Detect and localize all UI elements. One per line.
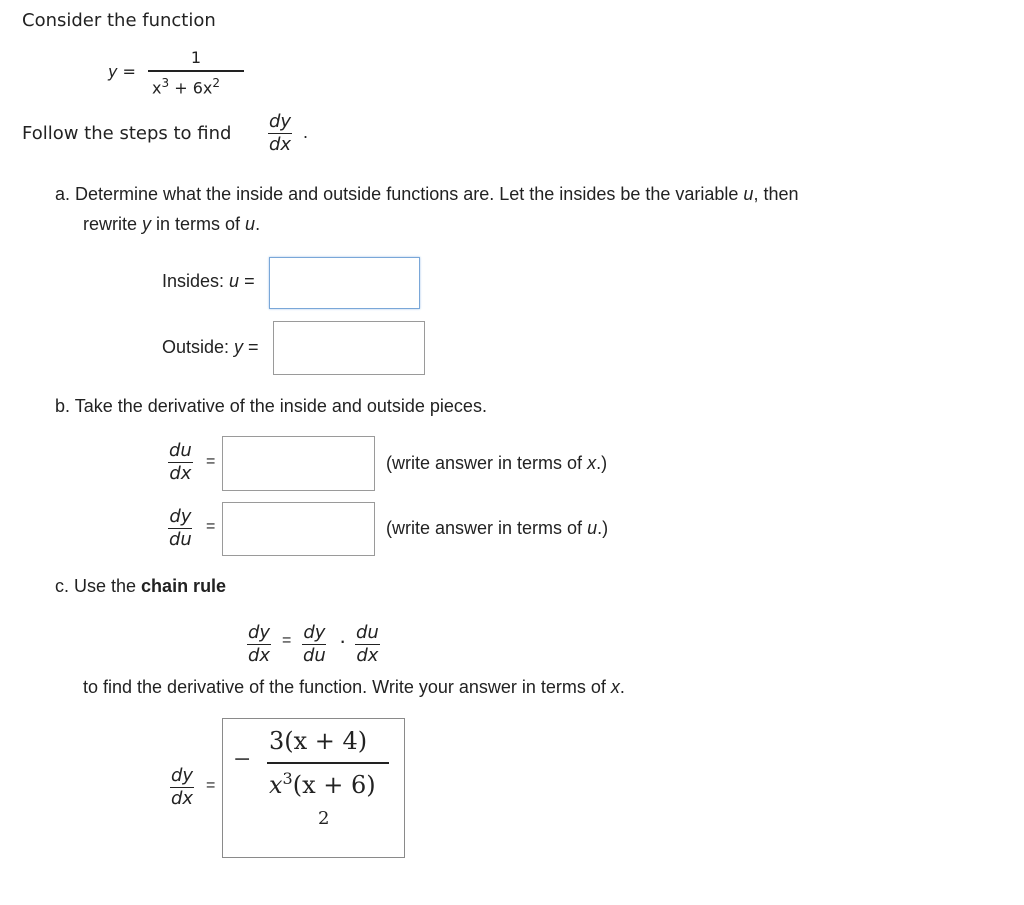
insides-u: u (229, 271, 240, 291)
intro-heading: Consider the function (22, 10, 216, 31)
function-denominator (152, 76, 220, 97)
chain-rule-formula (245, 622, 395, 672)
outside-y: y (234, 337, 244, 357)
follow-steps-text: Follow the steps to find (22, 123, 232, 144)
dydu-eq: = (206, 518, 216, 535)
chain-rule-bold: chain rule (141, 576, 227, 596)
part-a-label (55, 184, 798, 205)
dudx-hint-x: x (587, 453, 597, 473)
dudx-eq: = (206, 453, 216, 470)
line2-prefix: rewrite (83, 214, 143, 234)
instruction-text: to find the derivative of the function. Write your answer in terms of (83, 677, 611, 697)
follow-period: . (303, 122, 309, 142)
chain-lhs (247, 624, 271, 665)
insides-eq: = (239, 271, 255, 291)
part-c-text: c. Use the (55, 576, 142, 596)
part-c-label (55, 576, 226, 597)
dydu-hint-end: .) (597, 518, 609, 538)
outside-text: Outside: (162, 337, 235, 357)
den-exp3: 3 (161, 76, 170, 90)
dudx-den: dx (169, 463, 192, 484)
part-a-then: , then (753, 184, 799, 204)
chain-r2-den: dx (356, 645, 379, 666)
answer-lhs-den: dx (171, 788, 194, 809)
answer-lhs-num: dy (171, 765, 194, 786)
final-answer-box[interactable] (222, 718, 405, 858)
dydu-hint-u: u (587, 518, 598, 538)
answer-numerator: 3(x + 4) (269, 727, 368, 755)
function-y-eq: y = (108, 62, 136, 81)
outside-eq: = (243, 337, 259, 357)
dudx-hint-text: (write answer in terms of (386, 453, 588, 473)
chain-r2 (355, 624, 380, 665)
part-b-label: b. Take the derivative of the inside and outside pieces. (55, 396, 487, 416)
dudx-hint (386, 453, 607, 474)
outside-label (162, 337, 259, 358)
part-a-label-line2 (83, 214, 260, 235)
part-c-instruction (83, 677, 625, 698)
dudx-fraction (168, 442, 193, 483)
function-fraction (148, 46, 244, 102)
answer-eq: = (206, 777, 216, 794)
line2-u: u (245, 214, 256, 234)
dydu-input[interactable] (222, 502, 375, 556)
follow-dydx-fraction (268, 113, 292, 154)
dydu-hint-text: (write answer in terms of (386, 518, 588, 538)
chain-r1 (302, 624, 327, 665)
function-fraction-bar (148, 70, 244, 72)
line2-y: y (142, 214, 152, 234)
chain-r1-num: dy (303, 622, 326, 643)
outside-input[interactable] (273, 321, 425, 375)
answer-den-x: x (269, 771, 283, 799)
function-definition (108, 46, 258, 102)
answer-lhs (170, 767, 194, 808)
answer-fraction-bar (267, 762, 389, 764)
instruction-x: x (610, 677, 620, 697)
follow-dy: dy (269, 111, 292, 132)
chain-lhs-num: dy (248, 622, 271, 643)
den-x: x (152, 78, 162, 98)
den-plus: + 6x (174, 78, 213, 98)
chain-r1-den: du (303, 645, 326, 666)
dydu-fraction (168, 508, 193, 549)
line2-end: . (255, 214, 261, 234)
part-a-text: a. Determine what the inside and outside functions are. Let the insides be the variable (55, 184, 744, 204)
line2-mid: in terms of (151, 214, 246, 234)
dudx-input[interactable] (222, 436, 375, 491)
dudx-num: du (169, 440, 192, 461)
chain-eq: = (282, 632, 292, 649)
dydu-num: dy (169, 506, 192, 527)
answer-den-exp: 3 (282, 769, 293, 788)
insides-label (162, 271, 255, 292)
dydu-hint (386, 518, 608, 539)
insides-text: Insides: (162, 271, 230, 291)
function-numerator: 1 (190, 48, 202, 67)
den-exp2: 2 (212, 76, 220, 90)
instruction-end: . (619, 677, 625, 697)
answer-denominator (269, 769, 376, 799)
part-a-u: u (743, 184, 754, 204)
chain-dot: · (339, 628, 347, 653)
answer-minus: − (233, 747, 252, 772)
dudx-hint-end: .) (596, 453, 608, 473)
answer-den-rest: (x + 6) (292, 771, 376, 799)
answer-den-2: 2 (318, 808, 330, 829)
chain-lhs-den: dx (248, 645, 271, 666)
insides-input[interactable] (269, 257, 420, 309)
dydu-den: du (169, 529, 192, 550)
chain-r2-num: du (356, 622, 379, 643)
follow-dx: dx (269, 134, 292, 155)
